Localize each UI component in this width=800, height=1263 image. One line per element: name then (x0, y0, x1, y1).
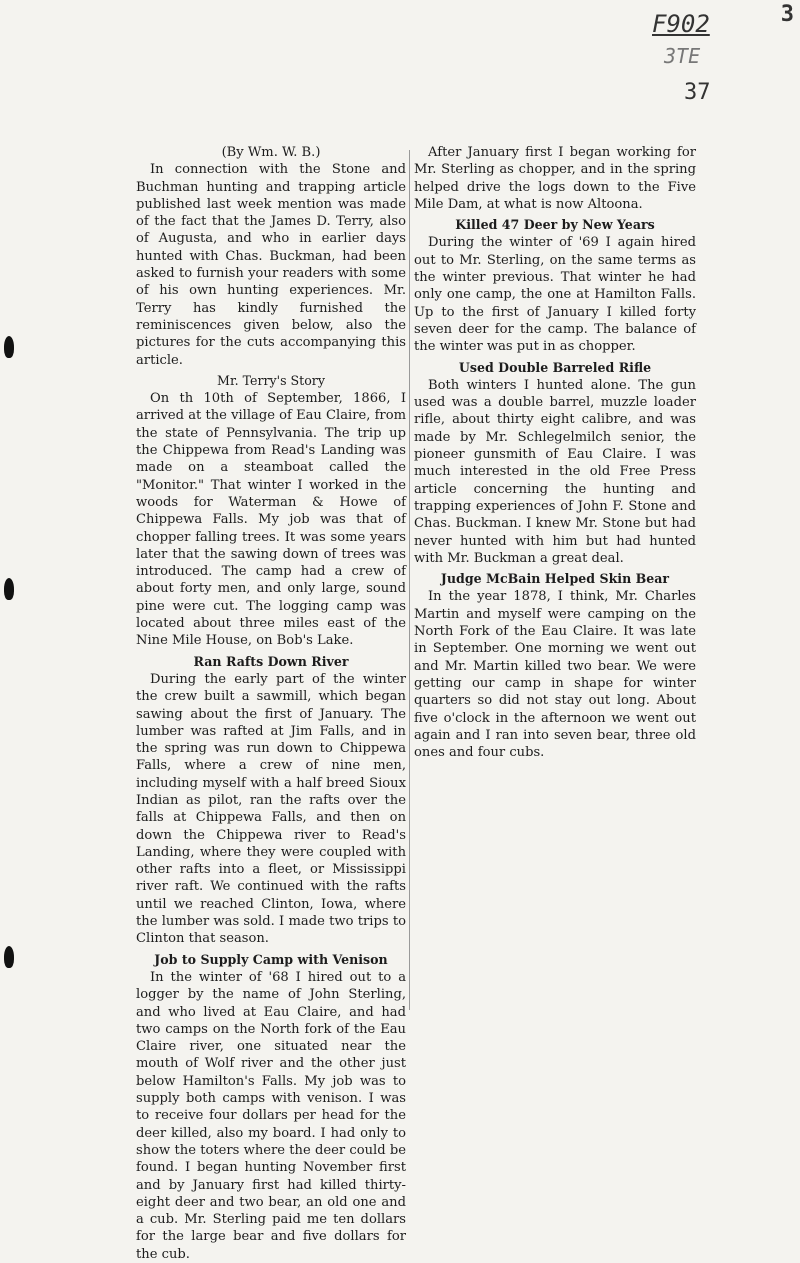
judge-paragraph: In the year 1878, I think, Mr. Charles Martin and myself were camping on the North Fork of the Eau Claire. It was late in September. One morning we went out and Mr. Martin killed two bear. We were getting our camp in shape for winter quarters so did not stay out long. About five o'clock in the afternoon we went out again and I ran into seven bear, three old ones and four cubs. (414, 589, 696, 761)
venison-paragraph: In the winter of '68 I hired out to a logger by the name of John Sterling, and who lived at Eau Claire, and had two camps on the North fork of the Eau Claire river, one situated near the mouth of Wolf river and the other just below Hamilton's Falls. My job was to supply both camps with venison. I was to receive four dollars per head for the deer killed, also my board. I had only to show the toters where the deer could be found. I began hunting November first and by January first had killed thirty-eight deer and two bear, an old one and a cub. Mr. Sterling paid me ten dollars for the large bear and five dollars for the cub. (136, 969, 406, 1262)
after-january-paragraph: After January first I began working for Mr. Sterling as chopper, and in the spring helped drive the logs down to the Five Mile Dam, at what is now Altoona. (414, 145, 696, 212)
story-paragraph: On th 10th of September, 1866, I arrived at the village of Eau Claire, from the state of Pennsylvania. The trip up the Chippewa from Read's Landing was made on a steamboat called the "Monitor." That winter I worked in the woods for Waterman & Howe of Chippewa Falls. My job was that of chopper falling trees. It was some years later that the sawing down of trees was introduced. The camp had a crew of about forty men, and only large, sound pine were cut. The logging camp was located about three miles east of the Nine Mile House, on Bob's Lake. (136, 391, 406, 649)
catalog-subcode: 3TE (664, 44, 701, 68)
catalog-code: F902 (652, 10, 710, 38)
binding-hole-mark (4, 336, 14, 358)
column-divider (409, 150, 410, 1010)
heading-judge: Judge McBain Helped Skin Bear (440, 571, 670, 587)
left-column (136, 144, 406, 1263)
byline: (By Wm. W. B.) (221, 145, 321, 160)
heading-venison: Job to Supply Camp with Venison (154, 951, 388, 967)
binding-hole-mark (4, 578, 14, 600)
item-number: 37 (684, 80, 711, 105)
binding-hole-mark (4, 946, 14, 968)
heading-rafts: Ran Rafts Down River (193, 653, 349, 669)
heading-killed: Killed 47 Deer by New Years (455, 217, 655, 233)
heading-rifle: Used Double Barreled Rifle (458, 359, 652, 375)
page-number: 3 (780, 2, 794, 27)
killed-paragraph: During the winter of '69 I again hired out to Mr. Sterling, on the same terms as the winter previous. That winter he had only one camp, the one at Hamilton Falls. Up to the first of January I killed forty seven deer for the camp. The balance of the winter was put in as chopper. (414, 235, 696, 355)
heading-story: Mr. Terry's Story (217, 372, 325, 388)
intro-paragraph: In connection with the Stone and Buchman hunting and trapping article published last week mention was made of the fact that the James D. Terry, also of Augusta, and who in earlier days hunted with Chas. Buckman, had been asked to furnish your readers with some of his own hunting experiences. Mr. Terry has kindly furnished the reminiscences given below, also the pictures for the cuts accompanying this article. (136, 162, 406, 368)
rafts-paragraph: During the early part of the winter the crew built a sawmill, which began sawing about the first of January. The lumber was rafted at Jim Falls, and in the spring was run down to Chippewa Falls, where a crew of nine men, including myself with a half breed Sioux Indian as pilot, ran the rafts over the falls at Chippewa Falls, and then on down the Chippewa river to Read's Landing, where they were coupled with other rafts into a fleet, or Mississippi river raft. We continued with the rafts until we reached Clinton, Iowa, where the lumber was sold. I made two trips to Clinton that season. (136, 671, 406, 947)
right-column (414, 144, 696, 761)
rifle-paragraph: Both winters I hunted alone. The gun used was a double barrel, muzzle loader rifle, about thirty eight calibre, and was made by Mr. Schlegelmilch senior, the pioneer gunsmith of Eau Claire. I was much interested in the old Free Press article concerning the hunting and trapping experiences of John F. Stone and Chas. Buckman. I knew Mr. Stone but had never hunted with him but had hunted with Mr. Buckman a great deal. (414, 377, 696, 566)
